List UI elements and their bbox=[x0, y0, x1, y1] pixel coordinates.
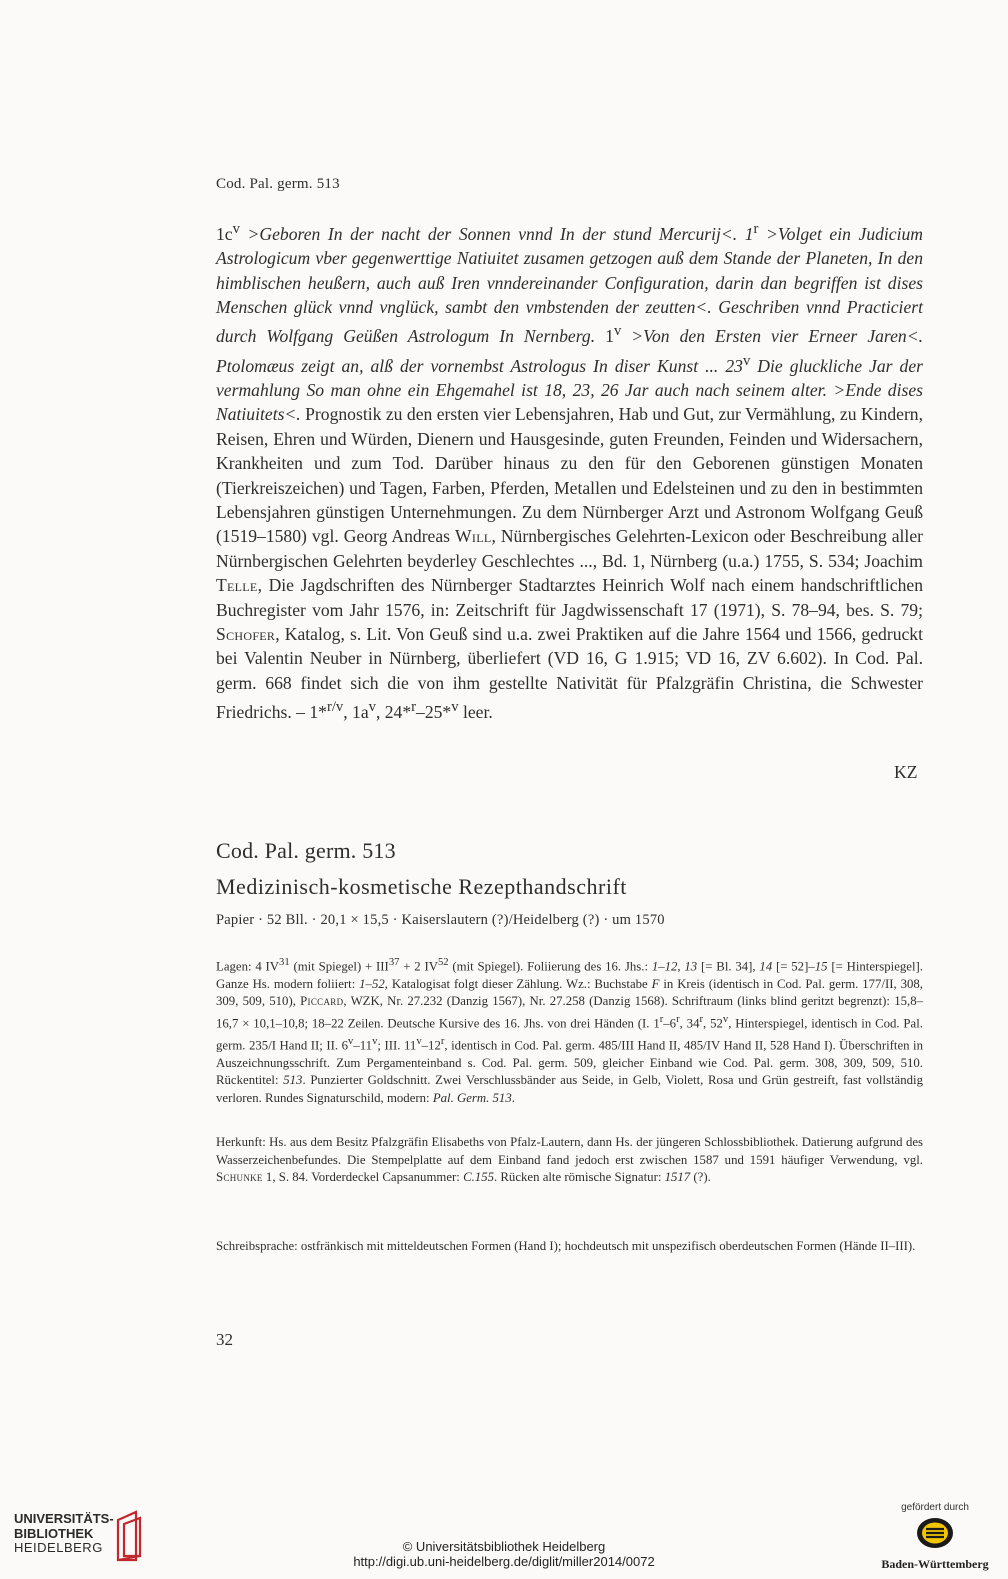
baden-wuerttemberg-crest-icon bbox=[915, 1516, 955, 1550]
permalink-url[interactable]: http://digi.ub.uni-heidelberg.de/diglit/miller2014/0072 bbox=[353, 1554, 655, 1569]
running-head: Cod. Pal. germ. 513 bbox=[216, 176, 340, 192]
previous-entry-text: $1c^v$ >Geboren In der nacht der Sonnen vnnd In der stund Mercurij<. $1^r$ >Volget ein Judicium Astrologicum vber gegenwerttige Natiuitet zusamen getzogen auß dem Stande der Planeten, In den himblischen heußern, auch auß Iren vnndereinander Configuration, darin dan begriffen ist dises Menschen glück vnnd vnglück, sambt den vmbstenden der zeutten<. Geschriben vnnd Practiciert durch Wolfgang Geüßen Astrologum In Nernberg. $1^v >Von$ den Ersten vier Erneer Jaren<. Ptolomæus zeigt an, alß der vornembst Astrologus In diser Kunst ... 23$^v$ Die gluckliche Jar der vermahlung So man ohne ein Ehgemahel ist 18, 23, 26 Jar auch nach seinem alter. >Ende dises Natiuitets<. Prognostik zu den ersten vier Lebensjahren, Hab und Gut, zur Vermählung, zu Kindern, Reisen, Ehren und Würden, Dienern und Hausgesinde, guten Freunden, Feinden und Widersachern, Krankheiten und zum Tod. Darüber hinaus zu den für den Geborenen günstigen Monaten (Tierkreiszeichen) und Tagen, Farben, Pferden, Metallen und Edelsteinen und zu den in bestimmten Lebensjahren günstigen Unternehmungen. Zu dem Nürnberger Arzt und Astronom Wolfgang Geuß (1519–1580) vgl. Georg Andreas Will, Nürnbergisches Gelehrten-Lexicon oder Beschreibung aller Nürnbergischen Gelehrten beyderley Geschlechtes ..., Bd. 1, Nürnberg (u.a.) 1755, S. 534; Joachim Telle, Die Jagdschriften des Nürnberger Stadtarztes Heinrich Wolf nach einem handschriftlichen Buchregister vom Jahr 1576, in: Zeitschrift für Jagdwissenschaft 17 (1971), S. 78–94, bes. S. 79; Schofer, Katalog, s. Lit. Von Geuß sind u.a. zwei Praktiken auf die Jahre 1564 und 1566, gedruckt bei Valentin Neuber in Nürnberg, überliefert (VD 16, G 1.915; VD 16, ZV 6.602). In Cod. Pal. germ. 668 findet sich die von ihm gestellte Nativität für Pfalzgräfin Christina, die Schwester Friedrichs. – 1*$^{r/v}$, $1a^v$, 24*$^r$–25*$^v$ leer. bbox=[216, 221, 923, 723]
digitization-footer bbox=[0, 1496, 1008, 1579]
state-name: Baden-Württemberg bbox=[881, 1557, 989, 1571]
herkunft-paragraph: Herkunft: Hs. aus dem Besitz Pfalzgräfin Elisabeths von Pfalz-Lautern, dann Hs. der jüngeren Schlossbibliothek. Datierung aufgrund des Wasserzeichenbefundes. Die Stempelplatte auf dem Einband fand jedoch erst zwischen 1587 und 1591 häufiger Verwendung, vgl. Schunke 1, S. 84. Vorderdeckel Capsanummer: C.155. Rücken alte römische Signatur: 1517 (?). bbox=[216, 1135, 923, 1185]
funded-by-label: gefördert durch bbox=[901, 1502, 969, 1513]
entry-meta: Papier · 52 Bll. · 20,1 × 15,5 · Kaiserslautern (?)/Heidelberg (?) · um 1570 bbox=[216, 912, 665, 928]
ub-logo-line1: UNIVERSITÄTS- bbox=[14, 1511, 114, 1526]
entry-title: Cod. Pal. germ. 513 bbox=[216, 838, 396, 863]
author-signature: KZ bbox=[894, 762, 918, 782]
lagen-paragraph: Lagen: 4 IV$^{31}$ (mit Spiegel) + $III^{37} + 2$ IV$^{52}$ (mit Spiegel). Foliierung des 16. Jhs.: 1–12, 13 [= Bl. 34], 14 [= 52]–15 [= Hinterspiegel]. Ganze Hs. modern foliiert: 1–52, Katalogisat folgt dieser Zählung. Wz.: Buchstabe F in Kreis (identisch in Cod. Pal. germ. 177/II, 308, 309, 509, 510), Piccard, WZK, Nr. 27.232 (Danzig 1567), Nr. 27.258 (Danzig 1568). Schriftraum (links blind geritzt begrenzt): 15,8–16,7 × 10,1–10,8; 18–22 Zeilen. Deutsche Kursive des 16. Jhs. von drei Händen (I. 1$^r$–6$^r$, 34$^r$, 52$^v$, Hinterspiegel, identisch in Cod. Pal. germ. 235/I Hand II; II. 6$^v$–11$^v$; III. 11$^v$–12$^r$, identisch in Cod. Pal. germ. 485/III Hand II, 485/IV Hand II, 528 Hand I). Überschriften in Auszeichnungsschrift. Zum Pergamenteinband s. Cod. Pal. germ. 509, gleicher Einband wie Cod. Pal. germ. 308, 309, 509, 510. Rückentitel: 513. Punzierter Goldschnitt. Zwei Verschlussbänder aus Seide, in Gelb, Violett, Rosa und Grün gestreift, fast vollständig verloren. Rundes Signaturschild, modern: Pal. Germ. 513. bbox=[216, 957, 924, 1105]
funding-badge bbox=[880, 1502, 990, 1572]
schreibsprache-paragraph: Schreibsprache: ostfränkisch mit mitteldeutschen Formen (Hand I); hochdeutsch mit unspezifisch oberdeutschen Formen (Hände II–III). bbox=[216, 1239, 916, 1253]
page-number: 32 bbox=[216, 1330, 233, 1349]
ub-logo-line2: BIBLIOTHEK bbox=[14, 1525, 94, 1541]
ub-logo-line3: HEIDELBERG bbox=[14, 1540, 103, 1555]
copyright-notice: © Universitätsbibliothek Heidelberg bbox=[402, 1539, 606, 1554]
entry-subtitle: Medizinisch-kosmetische Rezepthandschrift bbox=[216, 874, 627, 899]
